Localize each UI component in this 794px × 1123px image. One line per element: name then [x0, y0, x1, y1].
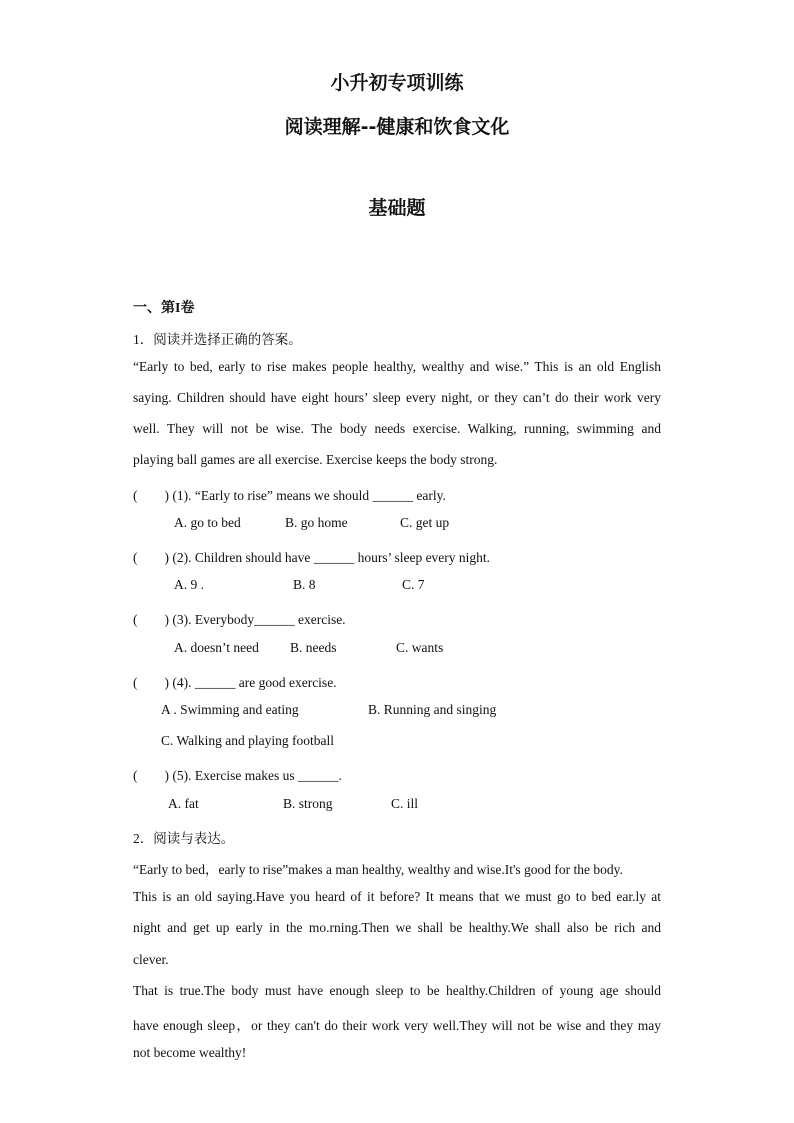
document-subtitle: 阅读理解--健康和饮食文化	[284, 116, 510, 138]
q1-item-2-stem: ( ) (2). Children should have ______ hours’ sleep every night.	[133, 550, 491, 565]
q2-passage-line-5: That is true.The body must have enough sleep to be healthy.Children of young age should	[133, 983, 661, 998]
q1-item-2-option-a: A. 9 .	[174, 577, 204, 592]
q1-item-4-option-a: A . Swimming and eating	[161, 702, 299, 717]
q2-passage-line-6: have enough sleep，or they can't do their work very well.They will not be wise and they may	[133, 1018, 661, 1033]
q1-passage-line-3: well. They will not be wise. The body needs exercise. Walking, running, swimming and	[133, 421, 661, 436]
q1-item-4-option-c: C. Walking and playing football	[161, 733, 335, 748]
q2-passage-line-2: This is an old saying.Have you heard of it before? It means that we must go to bed ear.ly at	[133, 889, 661, 904]
q1-item-3-option-c: C. wants	[396, 640, 444, 655]
q1-item-1-option-a: A. go to bed	[174, 515, 241, 530]
q1-passage-line-1: “Early to bed, early to rise makes people healthy, wealthy and wise.” This is an old English	[133, 359, 661, 374]
document-title: 小升初专项训练	[330, 72, 464, 94]
q1-item-5-stem: ( ) (5). Exercise makes us ______.	[133, 768, 342, 783]
q1-item-4-stem: ( ) (4). ______ are good exercise.	[133, 675, 337, 690]
difficulty-heading: 基础题	[368, 197, 426, 219]
q1-item-1-option-c: C. get up	[400, 515, 450, 530]
q1-passage-line-4: playing ball games are all exercise. Exercise keeps the body strong.	[133, 452, 498, 467]
q1-item-2-option-b: B. 8	[293, 577, 316, 592]
question-1-label: 1．阅读并选择正确的答案。	[133, 332, 302, 347]
question-2-label: 2．阅读与表达。	[133, 831, 235, 846]
q1-passage-line-2: saying. Children should have eight hours’ sleep every night, or they can’t do their work very	[133, 390, 661, 405]
q2-passage-line-4: clever.	[133, 952, 169, 967]
q1-item-5-option-a: A. fat	[168, 796, 199, 811]
q1-item-2-option-c: C. 7	[402, 577, 425, 592]
q1-item-1-stem: ( ) (1). “Early to rise” means we should ______ early.	[133, 488, 446, 503]
q2-passage-line-7: not become wealthy!	[133, 1045, 247, 1060]
q1-item-3-option-b: B. needs	[290, 640, 337, 655]
q1-item-5-option-c: C. ill	[391, 796, 419, 811]
section-heading: 一、第I卷	[133, 301, 195, 316]
q2-passage-line-3: night and get up early in the mo.rning.Then we shall be healthy.We shall also be rich and	[133, 920, 661, 935]
q1-item-3-stem: ( ) (3). Everybody______ exercise.	[133, 612, 346, 627]
q1-item-1-option-b: B. go home	[285, 515, 348, 530]
q1-item-5-option-b: B. strong	[283, 796, 333, 811]
q2-passage-line-1: “Early to bed，early to rise”makes a man healthy, wealthy and wise.It's good for the body.	[133, 862, 623, 877]
q1-item-4-option-b: B. Running and singing	[368, 702, 497, 717]
q1-item-3-option-a: A. doesn’t need	[174, 640, 259, 655]
